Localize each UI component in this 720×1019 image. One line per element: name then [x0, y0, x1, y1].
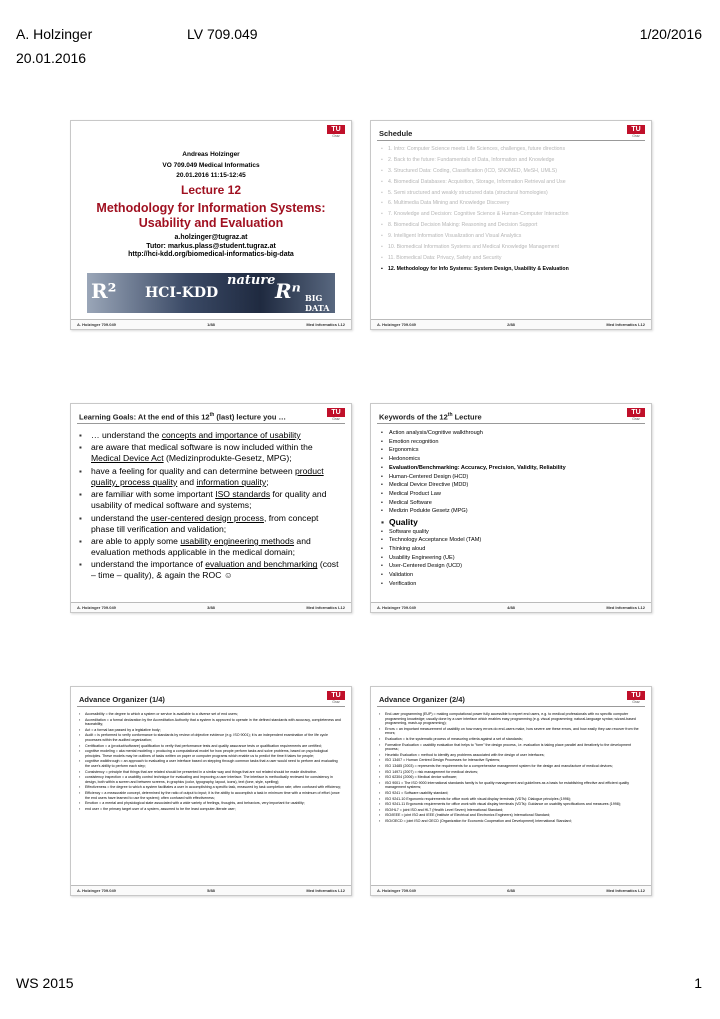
definition: ▪ Efficiency = a measurable concept, determined by the ratio of output to input; it is the ability to accomplish a task in minimum time with a minimum of effort (once the end users have learned to use the system); often confused with effectiveness; [79, 791, 343, 800]
slide-2-schedule [370, 120, 652, 330]
page-footer-term: WS 2015 [16, 975, 74, 991]
definition: ▪ Heuristic Evaluation = method to identify any problems associated with the design of user interfaces; [379, 753, 643, 758]
slide-footer: A. Holzinger 709.049 4/88 Med Informatics L12 [371, 602, 651, 612]
schedule-item-current: ▪ 12. Methodology for Info Systems: System Design, Usability & Evaluation [381, 266, 643, 272]
page-header-author: A. Holzinger [16, 26, 93, 42]
keyword: ▪ Evaluation/Benchmarking: Accuracy, Precision, Validity, Reliability [381, 465, 643, 472]
definition: ▪ End-user programming (EUP) = making computational power fully accessible to expert end users, e.g. to medical professionals with no specific computer programming knowledge; usually done by a user interface which enables easy programming (e.g. visual programming; natural-language syntax; wizard-based programming, mash-up programming); [379, 712, 643, 726]
slide-footer: A. Holzinger 709.049 5/88 Med Informatics L12 [71, 885, 351, 895]
schedule-item: ▪ 4. Biomedical Databases: Acquisition, Storage, Information Retrieval and Use [381, 179, 643, 185]
tu-graz-logo: TU Graz [327, 125, 345, 139]
definition: ▪ ISO 62304 (2006) = Medical device software; [379, 775, 643, 780]
slide-1-title [70, 120, 352, 330]
definition: ▪ Accessibility = the degree to which a system or service is available to a diverse set of end users; [79, 712, 343, 717]
slide-footer: A. Holzinger 709.049 2/88 Med Informatics L12 [371, 319, 651, 329]
keyword: ▪ Action analysis/Cognitive walkthrough [381, 430, 643, 437]
slide-datetime: 20.01.2016 11:15-12:45 [176, 172, 246, 179]
slide-title: Keywords of the 12th Lecture [379, 412, 482, 422]
definition: ▪ Certification = a (product/software) qualification to verify that performance tests and quality assurance tests or qualification requirements are certified; [79, 744, 343, 749]
slide-footer: A. Holzinger 709.049 6/88 Med Informatics L12 [371, 885, 651, 895]
schedule-item: ▪ 7. Knowledge and Decision: Cognitive Science & Human-Computer Interaction [381, 211, 643, 217]
schedule-item: ▪ 11. Biomedical Data: Privacy, Safety and Security [381, 255, 643, 261]
definition: ▪ Effectiveness = the degree to which a system facilitates a user in accomplishing a specific task, measured by task completion rate; often confused with efficiency; [79, 785, 343, 790]
keyword: ▪ Technology Acceptance Model (TAM) [381, 537, 643, 544]
definition: ▪ Accreditation = a formal declaration by the Accreditation Authority that a system is approved to operate in the defined standards with accuracy, completeness and traceability; [79, 718, 343, 727]
page-header-course: LV 709.049 [187, 26, 258, 42]
schedule-item: ▪ 8. Biomedical Decision Making: Reasoning and Decision Support [381, 222, 643, 228]
lecture-number: Lecture 12 [180, 183, 242, 197]
learning-goal: ▪ understand the importance of evaluation and benchmarking (cost – time – quality), & again the ROC ☺ [79, 559, 343, 581]
definitions-list [379, 712, 643, 824]
slide-footer: A. Holzinger 709.049 1/88 Med Informatics L12 [71, 319, 351, 329]
definition: ▪ ISO 14971 (2007) = risk management for medical devices; [379, 770, 643, 775]
learning-goal: ▪ are aware that medical software is now included within the Medical Device Act (Medizinprodukte-Gesetz, MPG); [79, 442, 343, 464]
course-url: http://hci-kdd.org/biomedical-informatics-big-data [128, 251, 294, 258]
schedule-item: ▪ 5. Semi structured and weakly structured data (structural homologies) [381, 190, 643, 196]
keyword: ▪ Quality [381, 517, 643, 527]
page-header-date: 1/20/2016 [639, 26, 702, 42]
schedule-item: ▪ 10. Biomedical Information Systems and Medical Knowledge Management [381, 244, 643, 250]
definition: ▪ Formative Evaluation = usability evaluation that helps to "form" the design process, i.e. evaluation is taking place parallel and iteratively to the development process; [379, 743, 643, 752]
tu-graz-logo: TU Graz [627, 691, 645, 705]
slide-title: Advance Organizer (1/4) [79, 695, 165, 704]
definition: ▪ ISO 9001 = The ISO 9000 international standards family is for quality management and guidelines as a basis for establishing effective and efficient quality management systems; [379, 781, 643, 790]
keyword: ▪ Medizin Podukte Gesetz (MPG) [381, 508, 643, 515]
learning-goal: ▪ are familiar with some important ISO standards for quality and usability of medical software and systems; [79, 489, 343, 511]
keyword: ▪ Medical Product Law [381, 491, 643, 498]
lecture-title-line-2: Usability and Evaluation [138, 216, 284, 230]
schedule-item: ▪ 2. Back to the future: Fundamentals of Data, Information and Knowledge [381, 157, 643, 163]
title-banner-image: R² HCI-KDD nature Rⁿ BIG DATA [87, 273, 335, 313]
keyword: ▪ Hedonomics [381, 456, 643, 463]
slide-title: Schedule [379, 129, 413, 138]
definition: ▪ ISO 13407 = Human Centred Design Processes for Interactive Systems; [379, 758, 643, 763]
learning-goal: ▪ have a feeling for quality and can determine between product quality, process quality and information quality; [79, 466, 343, 488]
keyword: ▪ Emotion recognition [381, 439, 643, 446]
slide-3-learning-goals [70, 403, 352, 613]
tu-graz-logo: TU Graz [327, 408, 345, 422]
definition: ▪ ISO 9241-10 Ergonomic requirements for office work with visual display terminals (VDTs): Dialogue principles (1996); [379, 797, 643, 802]
lecture-title-line-1: Methodology for Information Systems: [96, 201, 326, 215]
definition: ▪ Evaluation = is the systematic process of measuring criteria against a set of standards; [379, 737, 643, 742]
definition: ▪ consistency inspection = a usability control technique for evaluating and improving a user interface. The interface is methodically reviewed for consistency in design, both within a screen and between screens, in graphics (color, typography, layout, icons), text (tone, style, spelling); [79, 775, 343, 784]
keyword: ▪ Validation [381, 572, 643, 579]
keyword: ▪ Thinking aloud [381, 546, 643, 553]
keyword: ▪ Medical Software [381, 500, 643, 507]
learning-goals-list [79, 430, 343, 583]
definition: ▪ ISO 9241-11 Ergonomic requirements for office work with visual display terminals (VDTs): Guidance on usability specifications and measures (1998); [379, 802, 643, 807]
schedule-item: ▪ 1. Intro: Computer Science meets Life Sciences, challenges, future directions [381, 146, 643, 152]
keyword: ▪ Verification [381, 581, 643, 588]
keyword: ▪ User-Centered Design (UCD) [381, 563, 643, 570]
schedule-item: ▪ 3. Structured Data: Coding, Classification (ICD, SNOMED, MeSH, UMLS) [381, 168, 643, 174]
definition: ▪ ISO/HL7 = joint ISO and HL7 (Health Level Seven) International Standard; [379, 808, 643, 813]
schedule-item: ▪ 9. Intelligent Information Visualization and Visual Analytics [381, 233, 643, 239]
learning-goal: ▪ understand the user-centered design process, from concept phase till verification and validation; [79, 513, 343, 535]
slide-title: Learning Goals: At the end of this 12th (last) lecture you … [79, 412, 286, 422]
page-number: 1 [694, 975, 702, 991]
definition: ▪ ISO 9241 = Software usability standard; [379, 791, 643, 796]
page-header-date-secondary: 20.01.2016 [16, 50, 87, 66]
author-email: a.holzinger@tugraz.at [174, 234, 248, 241]
tu-graz-logo: TU Graz [627, 125, 645, 139]
slide-footer: A. Holzinger 709.049 3/88 Med Informatics L12 [71, 602, 351, 612]
slide-4-keywords [370, 403, 652, 613]
definition: ▪ cognitive walkthrough = an approach to evaluating a user interface based on stepping through common tasks that a user would need to perform and evaluating the user's ability to perform each step; [79, 759, 343, 768]
definition: ▪ Emotion = a mental and physiological state associated with a wide variety of feelings, thoughts, and behaviors, very important for usability; [79, 801, 343, 806]
keyword: ▪ Human-Centered Design (HCD) [381, 474, 643, 481]
slide-6-advance-organizer-2 [370, 686, 652, 896]
definition: ▪ ISO 13485 (2003) = represents the requirements for a comprehensive management system for the design and manufacture of medical devices; [379, 764, 643, 769]
schedule-item: ▪ 6. Multimedia Data Mining and Knowledge Discovery [381, 200, 643, 206]
definition: ▪ Audit = is performed to verify conformance to standards by review of objective evidence (e.g. ISO 9001); it is an independent examination of the life cycle processes within the audited organization; [79, 733, 343, 742]
slide-5-advance-organizer-1 [70, 686, 352, 896]
keywords-list [381, 430, 643, 589]
slide-title: Advance Organizer (2/4) [379, 695, 465, 704]
tu-graz-logo: TU Graz [627, 408, 645, 422]
tu-graz-logo: TU Graz [327, 691, 345, 705]
slide-course: VO 709.049 Medical Informatics [162, 162, 260, 169]
learning-goal: ▪ … understand the concepts and importance of usability [79, 430, 343, 441]
definition: ▪ Errors = an important measurement of usability on how many errors do end-users make, how severe are these errors, and how easily they can recover from the errors; [379, 727, 643, 736]
definitions-list [79, 712, 343, 812]
keyword: ▪ Usability Engineering (UE) [381, 555, 643, 562]
keyword: ▪ Software quality [381, 529, 643, 536]
definition: ▪ end user = the primary target user of a system, assumed to be the least computer-literate user; [79, 807, 343, 812]
tutor-email: Tutor: markus.plass@student.tugraz.at [146, 243, 276, 250]
learning-goal: ▪ are able to apply some usability engineering methods and evaluation methods applicable in the medical domain; [79, 536, 343, 558]
definition: ▪ ISO/OECD = joint ISO and OECD (Organization for Economic Cooperation and Development) International Standard; [379, 819, 643, 824]
definition: ▪ Act = a formal law passed by a legislative body; [79, 728, 343, 733]
keyword: ▪ Medical Device Directive (MDD) [381, 482, 643, 489]
schedule-list [381, 146, 643, 277]
definition: ▪ cognitive modeling = aka mental modeling = producing a computational model for how people perform tasks and solve problems, based on psychological principles. These models may be outlines of tasks written on paper or computer programs which enable us to predict the time it takes for people; [79, 749, 343, 758]
slide-author: Andreas Holzinger [182, 151, 240, 158]
definition: ▪ ISO/IEEE = joint ISO and IEEE (Institute of Electrical and Electronics Engineers) International Standard; [379, 813, 643, 818]
definition: ▪ Consistency = principle that things that are related should be presented in a similar way and things that are not related should be made distinctive. [79, 770, 343, 775]
keyword: ▪ Ergonomics [381, 447, 643, 454]
